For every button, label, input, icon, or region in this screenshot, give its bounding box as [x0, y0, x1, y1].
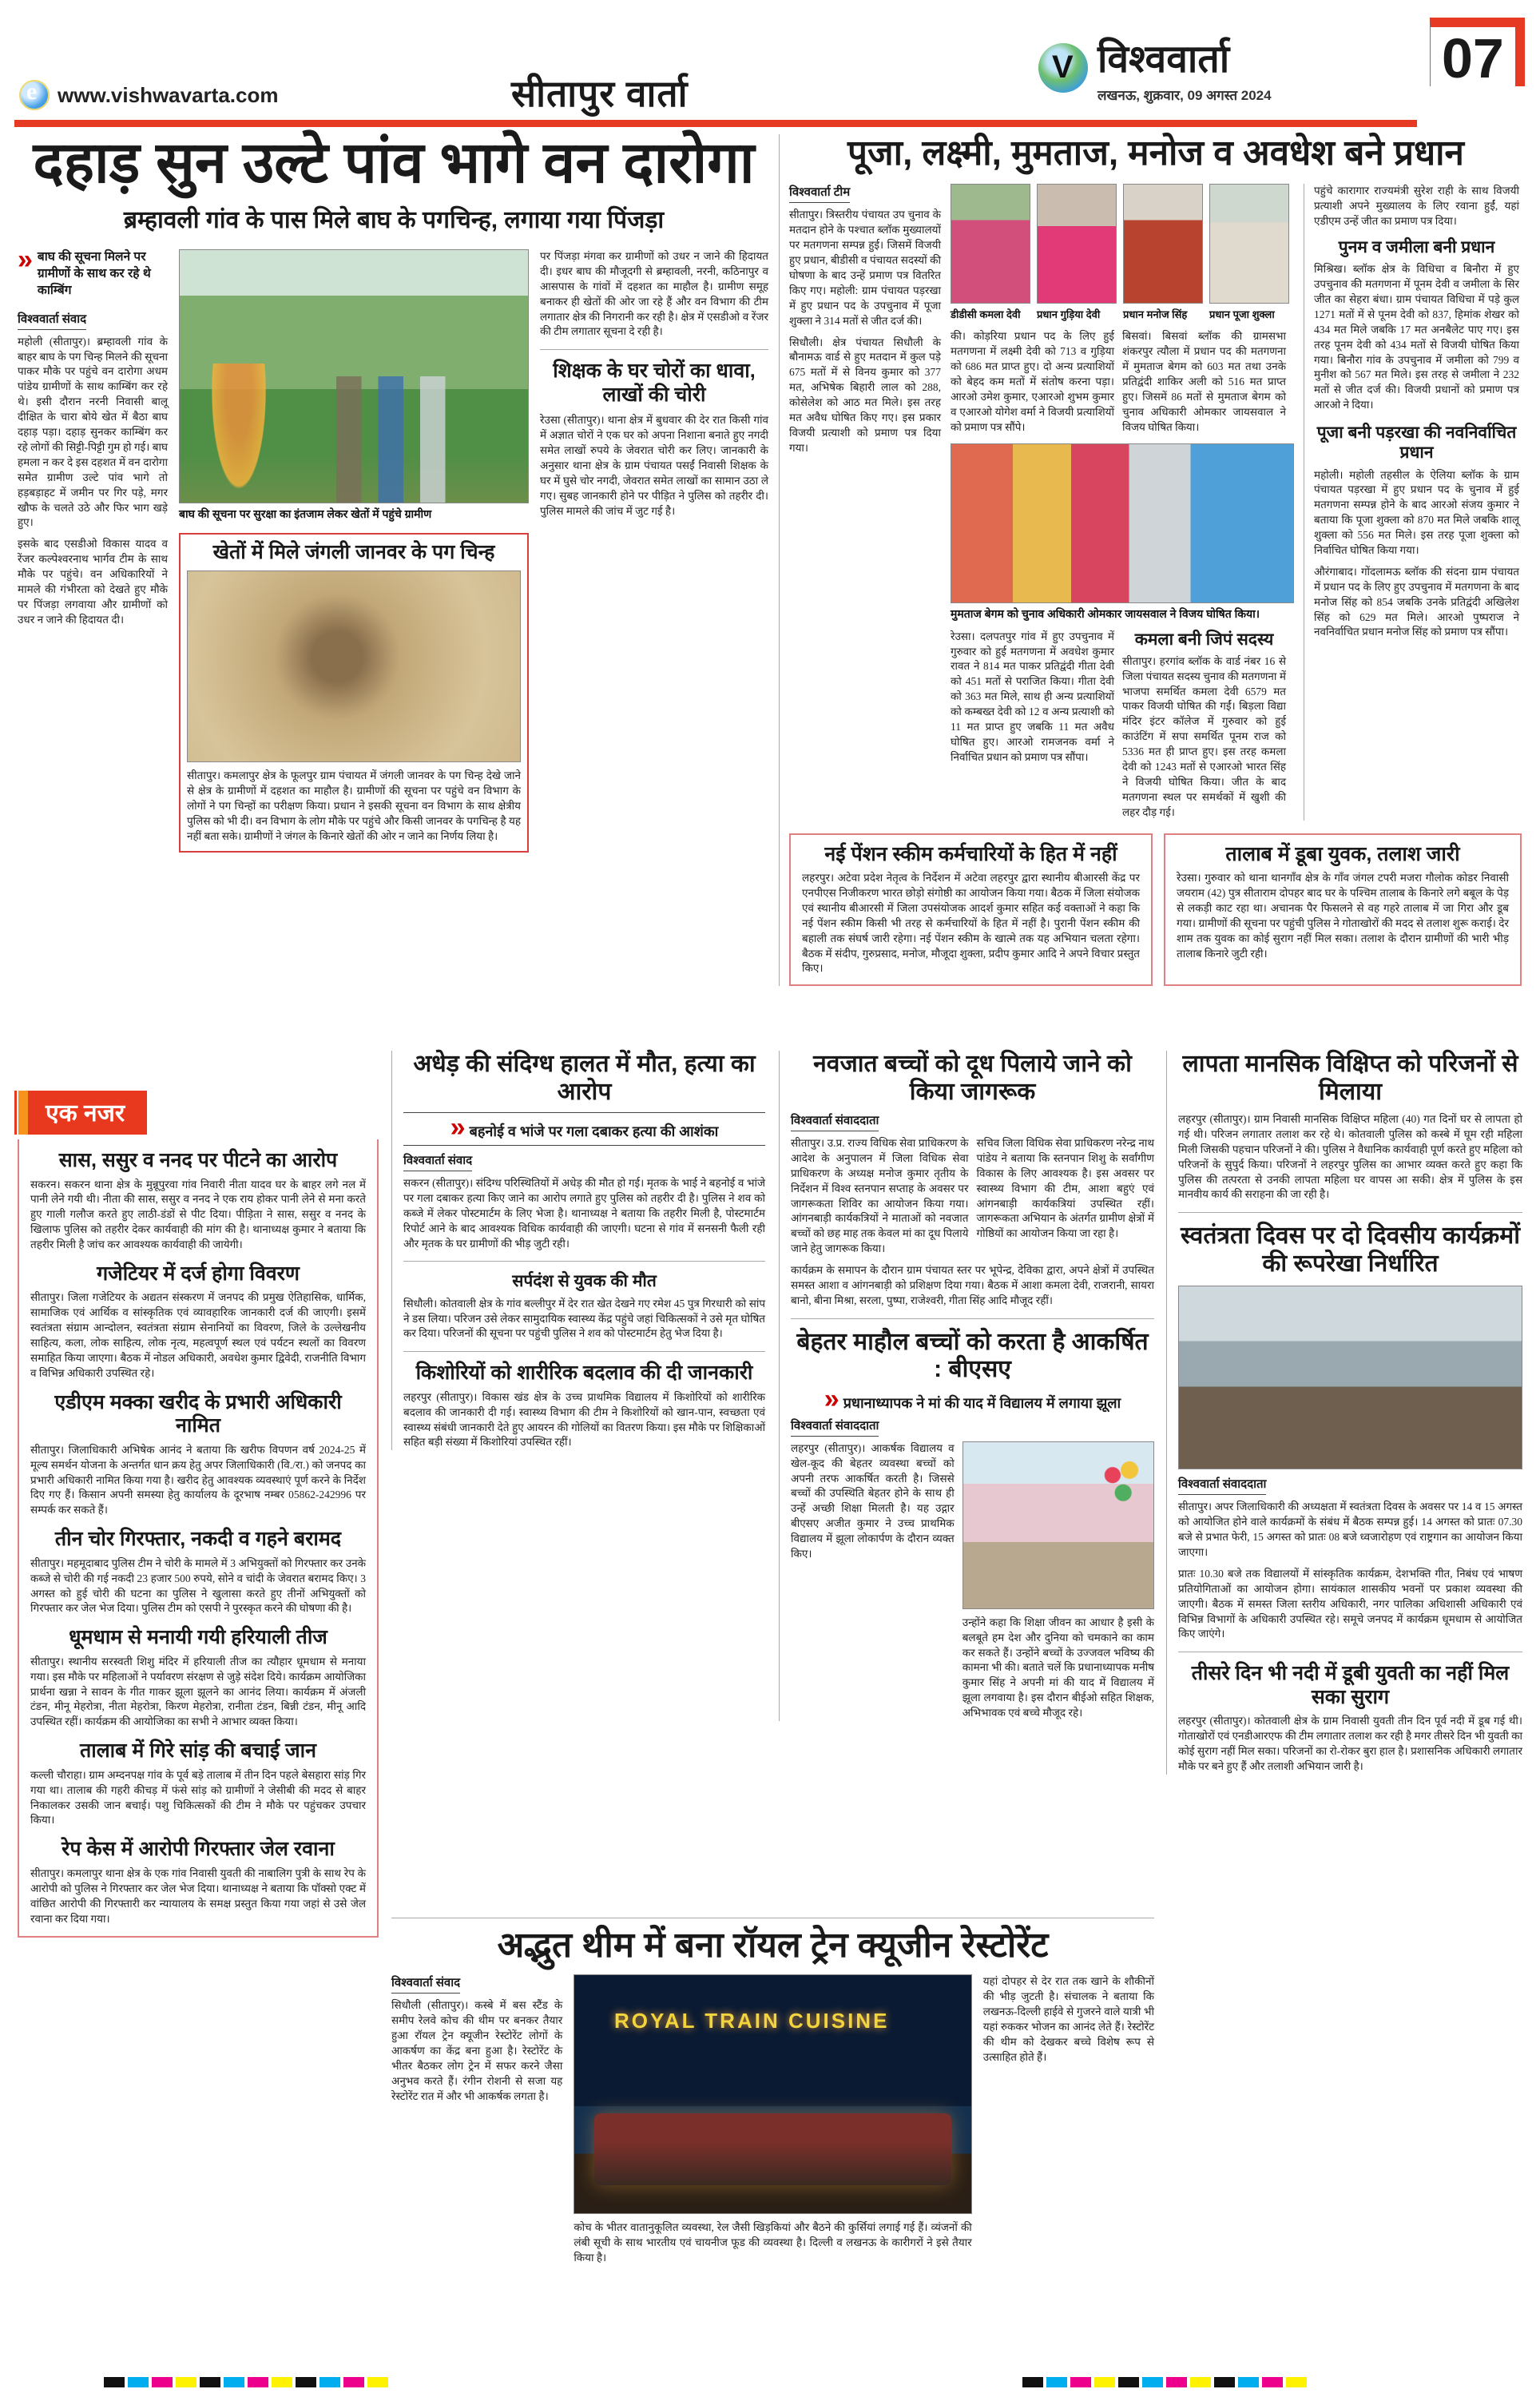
item-body: कल्ली चौराहा। ग्राम अम्दनपक्ष गांव के पूर्व बड़े तालाब में तीन दिन पहले बेसहारा सांड़ गिर गया था। तालाब की गहरी कीचड़ में फंसे सांड़ को ग्रामीणों ने जेसीबी की मदद से बाहर निकालकर उसकी जान बचाई। पशु चिकित्सकों की टीम ने मौके पर पहुंचकर उपचार किया। — [30, 1768, 366, 1827]
item-body: सीतापुर। कमलापुर थाना क्षेत्र के एक गांव निवासी युवती की नाबालिग पुत्री के साथ रेप के आरोपी को पुलिस ने गिरफ्तार कर जेल भेज दिया। थानाध्यक्ष ने बताया कि पॉक्सो एक्ट में वांछित आरोपी की गिरफ्तारी कर न्यायालय के समक्ष प्रस्तुत किया गया जहां से उसे जेल रवाना कर दिया गया। — [30, 1866, 366, 1925]
lead-photo-caption: बाघ की सूचना पर सुरक्षा का इंतजाम लेकर खेतों में पहुंचे ग्रामीण — [179, 507, 432, 520]
header-left — [19, 80, 278, 110]
train-headline: अद्भुत थीम में बना रॉयल ट्रेन क्यूजीन रेस्टोरेंट — [497, 1926, 1049, 1965]
punam-body: मिश्रिख। ब्लॉक क्षेत्र के विधिचा व बिनौरा में हुए उपचुनाव की मतगणना में पूनम देवी व जमीला के सिर जीत का सेहरा बंधा। ग्राम पंचायत विधिचा में पड़े कुल 1271 मतों में से पूनम देवी को 837, हिमांक शेखर को 434 मत मिले जबकि 17 मत अनबैलेट पाए गए। इस तरह पूनम देवी को 434 मतों से विजयी घोषित किया गया। बिनौरा गांव के उपचुनाव में जमीला को 799 व मुनीश को 567 मत मिले। इस तरह से जमीला ने 232 मतों से जीत दर्ज की। विजयी प्रधानों को प्रमाण पत्र आरओ ने दिया। — [1314, 263, 1519, 411]
school-byline: विश्ववार्ता संवाददाता — [791, 1417, 879, 1437]
item-title: गजेटियर में दर्ज होगा विवरण — [97, 1262, 300, 1285]
ek-najar-section — [18, 1091, 379, 1938]
page-number: 07 — [1430, 18, 1525, 86]
school-body-2: उन्होंने कहा कि शिक्षा जीवन का आधार है इसी के बलबूते हम देश और दुनिया को चमकाने का काम कर सकते हैं। उन्होंने बच्चों के उज्जवल भविष्य की कामना भी की। बताते चलें कि प्रधानाध्यापक मनीष कुमार सिंह ने अपनी मां की याद में विद्यालय में झूला लगवाया है। इस दौरान बीईओ सहित शिक्षक, अभिभावक एवं बच्चे मौजूद रहे। — [962, 1616, 1154, 1719]
death-headline: अधेड़ की संदिग्ध हालत में मौत, हत्या का आरोप — [413, 1051, 756, 1105]
lead-byline: विश्ववार्ता संवाद — [18, 311, 86, 330]
train-article — [391, 1918, 1154, 2266]
girls-headline: किशोरियों को शारीरिक बदलाव की दी जानकारी — [415, 1361, 753, 1385]
pradhan-col5-text: रेउसा। दलपतपुर गांव में हुए उपचुनाव में गुरुवार को हुई मतगणना में अवधेश कुमार रावत ने 814 मत पाकर प्रतिद्वंदी गीता देवी को 451 मतों से पराजित किया। गीता देवी को 363 मत मिले, साथ ही अन्य प्रत्याशियों को कम्बख्त देवी को 12 व अन्य प्रत्याशी को 11 मत प्राप्त हुए जबकि 11 मत अवैध घोषित हुए। आरओ रामजनक वर्मा ने निर्वाचित प्रधान को प्रमाण पत्र सौंपा। — [951, 630, 1114, 763]
site-url-link[interactable] — [19, 80, 278, 110]
ek-najar-item — [30, 1626, 366, 1730]
lead-photo-block — [179, 249, 529, 853]
ek-najar-item — [30, 1149, 366, 1253]
lead-article — [18, 131, 770, 853]
train-body-2: यहां दोपहर से देर रात तक खाने के शौकीनों की भीड़ जुटती है। संचालक ने बताया कि लखनऊ-दिल्ली हाईवे से गुजरने वाले यात्री भी यहां रुककर भोजन का आनंद लेते हैं। रेस्टोरेंट की थीम को देखकर बच्चे विशेष रूप से उत्साहित होते हैं। — [982, 1975, 1155, 2063]
pension-body: लहरपुर। अटेवा प्रदेश नेतृत्व के निर्देशन में अटेवा लहरपुर द्वारा स्थानीय बीआरसी केंद्र पर एनपीएस निजीकरण भारत छोड़ो संगोष्ठी का आयोजन किया गया। बैठक में जिला संयोजक एवं स्थानीय बीआरसी में जिला उपसंयोजक आदर्श कुमार सहित कई वक्ताओं ने कहा कि नई पेंशन स्कीम किसी भी तरह से कर्मचारियों के हित में नहीं है। पुरानी पेंशन स्कीम की बहाली तक संघर्ष जारी रहेगा। नई पेंशन स्कीम के खात्मे तक यह अभियान चलता रहेगा। बैठक में संदीप, गुरुप्रसाद, मनोज, मौजूदा शुक्ला, प्रदीप कुमार आदि ने अपने विचार प्रस्तुत किए। — [802, 872, 1140, 975]
item-title: रेप केस में आरोपी गिरफ्तार जेल रवाना — [62, 1838, 335, 1861]
school-headline: बेहतर माहौल बच्चों को करता है आकर्षित : बीएसए — [796, 1328, 1149, 1383]
independence-byline: विश्ववार्ता संवाददाता — [1178, 1476, 1266, 1495]
restaurant-sign-text: ROYAL TRAIN CUISINE — [613, 2009, 890, 2033]
train-restaurant-photo — [574, 1974, 971, 2214]
ek-najar-badge: एक नजर — [28, 1091, 147, 1135]
lead-right-column — [540, 249, 768, 853]
lead-body-1: महोली (सीतापुर)। ब्रम्हावली गांव के बाहर बाघ के पग चिन्ह मिलने की सूचना पाकर मौके पर पहुंचे वन दारोगा अधम पांडेय ग्रामीणों के साथ काम्बिंग कर रहे थे। इसी दौरान नरनी निवासी बालू दीक्षित के चारा बोये खेत में बैठा बाघ दहाड़ पड़ा। दहाड़ सुनकर काम्बिंग कर रहे लोगों की सिट्टी-पिट्टी गुम हो गई। बाघ हमला न कर दे इस दहशत में वन दारोगा समेत ग्रामीण उल्टे पांव भागे तो हड़बड़ाहट में जमीन पर गिर पड़े, मगर खौफ के चलते उठे और फिर भाग खड़े हुए। — [18, 335, 168, 529]
snake-body: सिधौली। कोतवाली क्षेत्र के गांव बल्लीपुर में देर रात खेत देखने गए रमेश 45 पुत्र गिरधारी को सांप ने डस लिया। परिजन उसे लेकर सामुदायिक स्वास्थ्य केंद्र पहुंचे जहां चिकित्सकों ने उसे मृत घोषित कर दिया। परिजनों की सूचना पर पहुंची पुलिस ने शव को पोस्टमार्टम हेतु भेज दिया है। — [403, 1297, 765, 1340]
milk-headline: नवजात बच्चों को दूध पिलाये जाने को किया जागरूक — [813, 1051, 1132, 1105]
portrait-caption-1: डीडीसी कमला देवी — [951, 308, 1021, 321]
school-kicker: प्रधानाध्यापक ने मां की याद में विद्यालय में लगाया झूला — [843, 1394, 1121, 1411]
train-body-3: कोच के भीतर वातानुकूलित व्यवस्था, रेल जैसी खिड़कियां और बैठने की कुर्सियां लगाई गई हैं। व्यंजनों की लंबी सूची के साथ भारतीय एवं चायनीज फूड की व्यवस्था है। दिल्ली व लखनऊ के कारीगरों ने इसे तैयार किया है। — [574, 2221, 972, 2264]
right-rail — [1166, 1051, 1522, 1775]
independence-body-2: प्रातः 10.30 बजे तक विद्यालयों में सांस्कृतिक कार्यक्रम, देशभक्ति गीत, निबंध एवं भाषण प्रतियोगिताओं का आयोजन होगा। सायंकाल शासकीय भवनों पर प्रकाश व्यवस्था की जाएगी। बैठक में समस्त जिला स्तरीय अधिकारी, नगर पालिका अधिशासी अधिकारी एवं विभिन्न विभागों के अधिकारी उपस्थित रहे। समूचे जनपद में कार्यक्रम धूमधाम से आयोजित किए जाएंगे। — [1178, 1567, 1522, 1640]
browser-icon — [19, 80, 50, 110]
pugmark-box-title: खेतों में मिले जंगली जानवर के पग चिन्ह — [212, 540, 495, 563]
ek-najar-item — [30, 1528, 366, 1616]
item-body: सीतापुर। महमूदाबाद पुलिस टीम ने चोरी के मामले में 3 अभियुक्तों को गिरफ्तार कर उनके कब्जे से चोरी की गई नकदी 23 हजार 500 रुपये, सोने व चांदी के जेवरात बरामद किए। 3 अगस्त को हुई चोरी की घटना का पुलिस ने खुलासा करते हुए तीनों अभियुक्तों को गिरफ्तार कर जेल भेज दिया। पुलिस टीम को एसपी ने पुरस्कृत करने की घोषणा की है। — [30, 1556, 366, 1615]
lead-quote: बाघ की सूचना मिलने पर ग्रामीणों के साथ कर रहे थे काम्बिंग — [37, 249, 151, 297]
site-url-text: www.vishwavarta.com — [58, 82, 279, 107]
lead-left-column — [18, 244, 168, 853]
missing-body: लहरपुर (सीतापुर)। ग्राम निवासी मानसिक विक्षिप्त महिला (40) गत दिनों घर से लापता हो गई थी। परिजन लगातार तलाश कर रहे थे। कोतवाली पुलिस को कस्बे में घूम रही महिला मिली जिसकी पहचान परिजनों ने की। पुलिस ने वैधानिक कार्यवाही पूर्ण करते हुए महिला को परिजनों के सुपुर्द किया। परिजनों ने लहरपुर पुलिस का आभार व्यक्त करते हुए कहा कि पुलिस की तत्परता से उनकी लापता महिला घर वापस आ सकी। क्षेत्र में पुलिस के इस मानवीय कार्य की सराहना की जा रही है। — [1178, 1113, 1522, 1201]
milk-body-2: सचिव जिला विधिक सेवा प्राधिकरण नरेन्द्र नाथ पांडेय ने बताया कि स्तनपान शिशु के सर्वांगीण विकास के लिए आवश्यक है। इस अवसर पर स्वास्थ्य विभाग की टीम, आशा बहुएं एवं आंगनबाड़ी कार्यकत्रियां उपस्थित रहीं। जागरूकता अभियान के अंतर्गत ग्रामीण क्षेत्रों में गोष्ठियों का आयोजन किया जा रहा है। — [976, 1137, 1154, 1240]
train-body-1: सिधौली (सीतापुर)। कस्बे में बस स्टैंड के समीप रेलवे कोच की थीम पर बनकर तैयार हुआ रॉयल ट्रेन क्यूजीन रेस्टोरेंट लोगों के आकर्षण का केंद्र बना हुआ है। रेस्टोरेंट के भीतर बैठकर लोग ट्रेन में सफर करने जैसा अनुभव करते हैं। रंगीन रोशनी से सजा यह रेस्टोरेंट रात में और भी आकर्षक लगता है। — [391, 1999, 563, 2102]
portrait-photo-4 — [1209, 184, 1289, 304]
death-article — [391, 1051, 765, 1450]
pradhan-article — [779, 134, 1522, 986]
villagers-field-photo — [179, 249, 529, 503]
ek-najar-item — [30, 1391, 366, 1518]
section-title: सीतापुर वार्ता — [511, 73, 689, 114]
quote-icon: » — [824, 1383, 839, 1414]
pradhan-col6-text: औरंगाबाद। गोंदलामऊ ब्लॉक की संदना ग्राम पंचायत में प्रधान पद के लिए हुए उपचुनाव में मतगणना के बाद मनोज सिंह को 854 जबकि उनके प्रतिद्वंदी अखिलेश सिंह को 629 मत मिले। आरओ पुष्पराज ने नवनिर्वाचित प्रधान मनोज सिंह को प्रमाण पत्र सौंपा। — [1314, 565, 1519, 638]
punam-subhead: पुनम व जमीला बनी प्रधान — [1338, 238, 1495, 257]
pradhan-col4-text: बिसवां। बिसवां ब्लॉक की ग्रामसभा शंकरपुर त्यौला में प्रधान पद की मतगणना में मुमताज बेगम को 603 मत तथा उनके प्रतिद्वंदी शाकिर अली को 516 मत प्राप्त हुए। जिसमें 86 मतों से मुमताज बेगम को चुनाव अधिकारी ओमकार जायसवाल ने विजय घोषित किया। — [1122, 330, 1286, 433]
quote-icon: » — [450, 1112, 466, 1143]
portrait-photo-2 — [1037, 184, 1117, 304]
group-photo-caption: मुमताज बेगम को चुनाव अधिकारी ओमकार जायसवाल ने विजय घोषित किया। — [951, 606, 1260, 620]
snake-headline: सर्पदंश से युवक की मौत — [512, 1272, 657, 1291]
item-title: तीन चोर गिरफ्तार, नकदी व गहने बरामद — [54, 1528, 342, 1551]
lead-body-2: इसके बाद एसडीओ विकास यादव व रेंजर कल्पेश्वरनाथ भार्गव टीम के साथ मौके पर पहुंचे। वन अधिकारियों ने मामले की गंभीरता को देखते हुए मौके पर पिंजड़ा लगवाया और ग्रामीणों को उधर न जाने की हिदायत दी। — [18, 538, 168, 626]
school-swing-photo — [963, 1441, 1154, 1609]
kamla-subhead: कमला बनी जिपं सदस्य — [1134, 630, 1274, 649]
portrait-caption-2: प्रधान गुड़िया देवी — [1037, 308, 1101, 321]
portrait-caption-4: प्रधान पूजा शुक्ला — [1209, 308, 1275, 321]
pugmark-box — [179, 533, 529, 853]
pradhan-col3-text: की। कोड़रिया प्रधान पद के लिए हुई मतगणना में लक्ष्मी देवी को 713 व गुड़िया को 686 मत प्राप्त हुए। दो अन्य प्रत्याशियों को बेहद कम मतों में संतोष करना पड़ा। आरओ उमेश कुमार, एआरओ शुभम कुमार व एआरओ योगेश वर्मा ने विजयी प्रत्याशियों को प्रमाण पत्र सौंपे। — [951, 330, 1114, 433]
pugmark-photo — [187, 570, 521, 762]
pradhan-byline: विश्ववार्ता टीम — [789, 184, 850, 203]
item-body: सीतापुर। स्थानीय सरस्वती शिशु मंदिर में हरियाली तीज का त्यौहार धूमधाम से मनाया गया। इस मौके पर महिलाओं ने पर्यावरण संरक्षण से जुड़े संदेश दिये। कार्यक्रम आयोजिका प्रार्थना खन्ना ने सावन के गीत गाकर झूला झूलने का आनंद लिया। कार्यक्रम में अंजली टंडन, मीनू मेहरोत्रा, नीता मेहरोत्रा, किरण मेहरोत्रा, रानीता टंडन, बिन्नी टंडन, मीनू आदि उपस्थित रहीं। कार्यक्रम की आयोजिका का सभी ने आभार व्यक्त किया। — [30, 1655, 366, 1728]
pradhan-col1 — [789, 184, 941, 820]
item-body: सीतापुर। जिलाधिकारी अभिषेक आनंद ने बताया कि खरीफ विपणन वर्ष 2024-25 में मूल्य समर्थन योजना के अन्तर्गत धान क्रय हेतु अपर जिलाधिकारी (वि./रा.) को जनपद का प्रभारी अधिकारी नामित किया गया है। खरीद हेतु आवश्यक व्यवस्थाएं पूर्ण करने के निर्देश दिए गए हैं। किसान अपनी समस्या हेतु कार्यालय के दूरभाष नम्बर 05862-242996 पर सम्पर्क कर सकते हैं। — [30, 1443, 366, 1517]
ek-najar-item — [30, 1739, 366, 1828]
portrait-photo-1 — [951, 184, 1030, 304]
theft-body: रेउसा (सीतापुर)। थाना क्षेत्र में बुधवार की देर रात किसी गांव में अज्ञात चोरों ने एक घर को अपना निशाना बनाते हुए नगदी समेत लाखों रुपये के जेवरात चोरी कर लिए। जानकारी के अनुसार थाना क्षेत्र के ग्राम पंचायत पसईं निवासी शिक्षक के घर में घुसे चोर नगदी, जेवरात समेत लाखों का सामान उठा ले गए। सुबह जानकारी होने पर पीड़ित ने पुलिस को तहरीर दी। पुलिस मामले की जांच में जुट गई है। — [540, 414, 768, 517]
item-body: सकरन। सकरन थाना क्षेत्र के मुन्नूपुरवा गांव निवारी नीता यादव घर के बाहर लगे नल में पानी लेने गयी थी। नीता की सास, ससुर व ननद ने एक राय होकर पानी लेने से मना करते हुए गाली गलौज करते हुए लाठी-डंडों से पीट दिया। पीड़िता ने सास, ससुर व ननद के खिलाफ पुलिस को तहरीर देकर कार्यवाही की मांग की है। थानाध्यक्ष कुमार ने बताया कि तहरीर मिली है जांच कर आवश्यक कार्यवाही की जायेगी। — [30, 1178, 366, 1251]
pond-body: रेउसा। गुरुवार को थाना थानगाँव क्षेत्र के गाँव जंगल टपरी मजरा गौलोक कोडर निवासी जयराम (42) पुत्र सीताराम दोपहर बाद घर के पश्चिम तालाब के किनारे लगे बबूल के पेड़ से लकड़ी काट रहा था। अचानक पैर फिसलने से वह गहरे तालाब में जा गिरा और डूब गया। ग्रामीणों की सूचना पर पहुंची पुलिस ने गोताखोरों की मदद से तलाश शुरू कराई। देर शाम तक युवक का कोई सुराग नहीं मिल सका। तलाश के दौरान ग्रामीणों की भारी भीड़ तालाब किनारे जुटी रही। — [1177, 872, 1509, 960]
milk-byline: विश्ववार्ता संवाददाता — [791, 1112, 879, 1131]
item-body: सीतापुर। जिला गजेटियर के अद्यतन संस्करण में जनपद की प्रमुख ऐतिहासिक, धार्मिक, सामाजिक एवं आर्थिक व सांस्कृतिक एवं व्यावहारिक जानकारी दर्ज की जाएगी। इसमें स्वतंत्रता संग्राम आन्दोलन, स्वतंत्रता संग्राम सेनानियों का विवरण, जिले के उल्लेखनीय साहित्य, कला, लोक साहित्य, लोक नृत्य, महत्वपूर्ण स्थल एवं पर्यटन स्थलों का विवरण समाहित किया जाएगा। बैठक में नोडल अधिकारी, अवधेश कुमार द्विवेदी, राजनीति विभाग व विभिन्न अधिकारी उपस्थित रहे। — [30, 1291, 366, 1379]
pradhan-col2-text: सिधौली। क्षेत्र पंचायत सिधौली के बौनामऊ वार्ड से हुए मतदान में कुल पड़े 675 मतों में से विनय कुमार को 377 मत, अभिषेक बिहारी लाल को 288, कोसेलेश को आठ मत मिले। इस तरह मत अवैध घोषित किए गए। इस प्रकार विजयी प्रत्याशी को प्रमाण पत्र दिया गया। — [789, 336, 941, 454]
milk-body-3: कार्यक्रम के समापन के दौरान ग्राम पंचायत स्तर पर भूपेन्द्र, देविका द्वारा, अपने क्षेत्रों में उपस्थित समस्त आशा व आंगनबाड़ी को प्रशिक्षण दिया गया। बैठक में आशा कमला देवी, राजरानी, सायरा बानो, बीना मिश्रा, सरला, पुष्पा, राजेश्वरी, गीता सिंह आदि मौजूद रहीं। — [791, 1264, 1154, 1306]
portrait-photo-3 — [1123, 184, 1203, 304]
school-body-1: लहरपुर (सीतापुर)। आकर्षक विद्यालय व खेल-कूद की बेहतर व्यवस्था बच्चों को अपनी तरफ आकर्षित करती है। जिससे बच्चों की उपस्थिति बेहतर होने के साथ ही उन्हें अच्छी शिक्षा मिलती है। यह उद्गार बीएसए अजीत कुमार ने उच्च प्राथमिक विद्यालय में झूला लोकार्पण के दौरान व्यक्त किए। — [791, 1441, 955, 1560]
brand-name: विश्ववार्ता — [1097, 38, 1230, 81]
lead-subhead: ब्रम्हावली गांव के पास मिले बाघ के पगचिन्ह, लगाया गया पिंजड़ा — [123, 207, 665, 234]
pradhan-middle — [951, 184, 1294, 820]
drowned-girl-body: लहरपुर (सीतापुर)। कोतवाली क्षेत्र के ग्राम निवासी युवती तीन दिन पूर्व नदी में डूब गई थी। गोताखोरों एवं एनडीआरएफ की टीम लगातार तलाश कर रही है मगर तीसरे दिन भी युवती का कोई सुराग नहीं मिल सका। परिजनों का रो-रोकर बुरा हाल है। प्रशासनिक अधिकारी लगातार मौके पर बने हुए हैं और तलाशी अभियान जारी है। — [1178, 1715, 1522, 1773]
pradhan-rightcol — [1304, 184, 1519, 820]
edition-dateline: लखनऊ, शुक्रवार, 09 अगस्त 2024 — [1097, 88, 1272, 103]
milk-article — [779, 1051, 1154, 1721]
train-byline: विश्ववार्ता संवाद — [391, 1974, 460, 1994]
pond-box — [1164, 833, 1522, 987]
independence-headline: स्वतंत्रता दिवस पर दो दिवसीय कार्यक्रमों की रूपरेखा निर्धारित — [1180, 1222, 1520, 1277]
pooja-subhead: पूजा बनी पड़रखा की नवनिर्वाचित प्रधान — [1316, 423, 1517, 463]
item-title: सास, ससुर व ननद पर पीटने का आरोप — [58, 1149, 338, 1171]
death-kicker: बहनोई व भांजे पर गला दबाकर हत्या की आशंका — [469, 1123, 719, 1139]
milk-body-1: सीतापुर। उ.प्र. राज्य विधिक सेवा प्राधिकरण के आदेश के अनुपालन में जिला विधिक सेवा प्राधिकरण के अध्यक्ष मनोज कुमार तृतीय के निर्देशन में विश्व स्तनपान सप्ताह के अवसर पर जागरूकता शिविर का आयोजन किया गया। आंगनबाड़ी कार्यकत्रियों ने माताओं को नवजात बच्चों को छह माह तक केवल मां का दूध पिलाये जाने हेतु जागरूक किया। — [791, 1137, 969, 1255]
pradhan-headline: पूजा, लक्ष्मी, मुमताज, मनोज व अवधेश बने प्रधान — [847, 133, 1464, 173]
meeting-photo — [1178, 1286, 1522, 1469]
pooja-body: महोली। महोली तहसील के ऐलिया ब्लॉक के ग्राम पंचायत पड़रखा में हुए प्रधान पद के चुनाव में हुई मतगणना सम्पन्न होने के बाद आरओ संजय कुमार ने बताया कि पूजा शुक्ला को 870 मत मिले जबकि शालू शुक्ला को 556 मत मिले। इस तरह पूजा शुक्ला को निर्वाचित घोषित किया गया। — [1314, 468, 1519, 556]
pension-box — [789, 833, 1153, 987]
girls-body: लहरपुर (सीतापुर)। विकास खंड क्षेत्र के उच्च प्राथमिक विद्यालय में किशोरियों को शारीरिक बदलाव की जानकारी दी गई। स्वास्थ्य विभाग की टीम ने किशोरियों को खान-पान, स्वच्छता एवं स्वास्थ्य संबंधी जानकारी देते हुए आयरन की गोलियों का वितरण किया। इस मौके पर शिक्षिकाओं सहित बड़ी संख्या में किशोरियां उपस्थित रहीं। — [403, 1390, 765, 1449]
pension-headline: नई पेंशन स्कीम कर्मचारियों के हित में नहीं — [824, 842, 1117, 865]
theft-headline: शिक्षक के घर चोरों का धावा, लाखों की चोरी — [553, 360, 756, 406]
ek-najar-item — [30, 1262, 366, 1381]
pugmark-box-body: सीतापुर। कमलापुर क्षेत्र के फूलपुर ग्राम पंचायत में जंगली जानवर के पग चिन्ह देखे जाने से क्षेत्र के ग्रामीणों में दहशत का माहौल है। ग्रामीणों की सूचना पर पहुंचे वन विभाग के लोगों ने पग चिन्हों का परीक्षण किया। प्रधान ने इसकी सूचना वन विभाग के साथ क्षेत्रीय पुलिस को भी दी। वन विभाग के लोग मौके पर पहुंचे और किसी जानवर के पगचिन्ह है यह नहीं बता सके। ग्रामीणों ने जंगल के किनारे खेतों की ओर न जाने का निर्णय लिया है। — [187, 769, 521, 842]
item-title: एडीएम मक्का खरीद के प्रभारी अधिकारी नामित — [54, 1390, 342, 1437]
death-body: सकरन (सीतापुर)। संदिग्ध परिस्थितियों में अधेड़ की मौत हो गई। मृतक के भाई ने बहनोई व भांजे पर गला दबाकर हत्या किए जाने का आरोप लगाते हुए पुलिस को तहरीर दी है। पुलिस ने शव को कब्जे में लेकर पोस्टमार्टम के लिए भेजा है। थानाध्यक्ष ने बताया कि तहरीर मिली है, पोस्टमार्टम रिपोर्ट आने के बाद आवश्यक विधिक कार्यवाही की जाएगी। घटना से गांव में सनसनी फैली रही और मृतक के घर ग्रामीणों की भीड़ जुटी रही। — [403, 1177, 765, 1250]
brand-block — [1038, 32, 1272, 104]
header-rule — [14, 120, 1417, 127]
print-colour-bar-left — [104, 2377, 388, 2387]
portrait-caption-3: प्रधान मनोज सिंह — [1123, 308, 1188, 321]
pond-headline: तालाब में डूबा युवक, तलाश जारी — [1225, 842, 1460, 865]
pradhan-intro: सीतापुर। त्रिस्तरीय पंचायत उप चुनाव के मतदान होने के पश्चात ब्लॉक मुख्यालयों पर मतगणना सम्पन्न हुई। जिसमें विजयी हुए प्रधान, बीडीसी व पंचायत सदस्यों की घोषणा के बाद उन्हें प्रमाण पत्र वितरित किए गए। महोली: ग्राम पंचायत पड़रखा में हुए प्रधान पद के उपचुनाव में पूजा शुक्ला ने 314 मतों से जीत दर्ज की। — [789, 209, 941, 327]
lead-headline: दहाड़ सुन उल्टे पांव भागे वन दारोगा — [33, 131, 755, 195]
globe-logo-icon — [1038, 43, 1088, 93]
quote-icon: » — [18, 244, 33, 275]
rightcol-lead: पहुंचे कारागार राज्यमंत्री सुरेश राही के साथ विजयी प्रत्याशी अपने मुख्यालय के लिए रवाना हुईं, यहां एडीएम उन्हें जीत का प्रमाण पत्र दिया। — [1314, 185, 1519, 228]
ek-najar-item — [30, 1838, 366, 1926]
drowned-girl-headline: तीसरे दिन भी नदी में डूबी युवती का नहीं मिल सका सुराग — [1191, 1662, 1510, 1708]
kamla-body: सीतापुर। हरगांव ब्लॉक के वार्ड नंबर 16 से जिला पंचायत सदस्य चुनाव की मतगणना में भाजपा समर्थित कमला देवी 6579 मत पाकर विजयी घोषित की गईं। बिड़ला विद्या मंदिर इंटर कॉलेज में गुरुवार को हुई काउंटिंग में सपा समर्थित पूनम राज को 5336 मत ही प्राप्त हुए। इस तरह कमला देवी को 1243 मतों से एआरओ भारत सिंह ने विजयी घोषित किया। जीत के बाद मतगणना स्थल पर समर्थकों में खुशी की लहर दौड़ गई। — [1122, 654, 1286, 818]
lead-body-3: पर पिंजड़ा मंगवा कर ग्रामीणों को उधर न जाने की हिदायत दी। इधर बाघ की मौजूदगी से ब्रम्हावली, नरनी, कठिनापुर व आसपास के गांवों में दहशत का माहौल है। ग्रामीण समूह बनाकर ही खेतों की ओर जा रहे हैं और वन विभाग की टीम लगातार क्षेत्र की निगरानी कर रही है। क्षेत्र में एसडीओ व रेंजर की टीम लगातार सूचना दे रही है। — [540, 249, 768, 338]
independence-body-1: सीतापुर। अपर जिलाधिकारी की अध्यक्षता में स्वतंत्रता दिवस के अवसर पर 14 व 15 अगस्त को आयोजित होने वाले कार्यक्रमों के संबंध में बैठक सम्पन्न हुई। 14 अगस्त को प्रातः 07.30 बजे से प्रभात फेरी, 15 अगस्त को प्रातः 08 बजे ध्वजारोहण एवं राष्ट्रगान का आयोजन किया जाएगा। — [1178, 1501, 1522, 1559]
item-title: तालाब में गिरे सांड़ की बचाई जान — [79, 1739, 317, 1763]
missing-headline: लापता मानसिक विक्षिप्त को परिजनों से मिलाया — [1182, 1051, 1518, 1105]
print-colour-bar-right — [1022, 2377, 1307, 2387]
death-byline: विश्ववार्ता संवाद — [403, 1152, 472, 1171]
item-title: धूमधाम से मनायी गयी हरियाली तीज — [69, 1626, 327, 1649]
garlanded-winners-photo — [951, 443, 1294, 603]
